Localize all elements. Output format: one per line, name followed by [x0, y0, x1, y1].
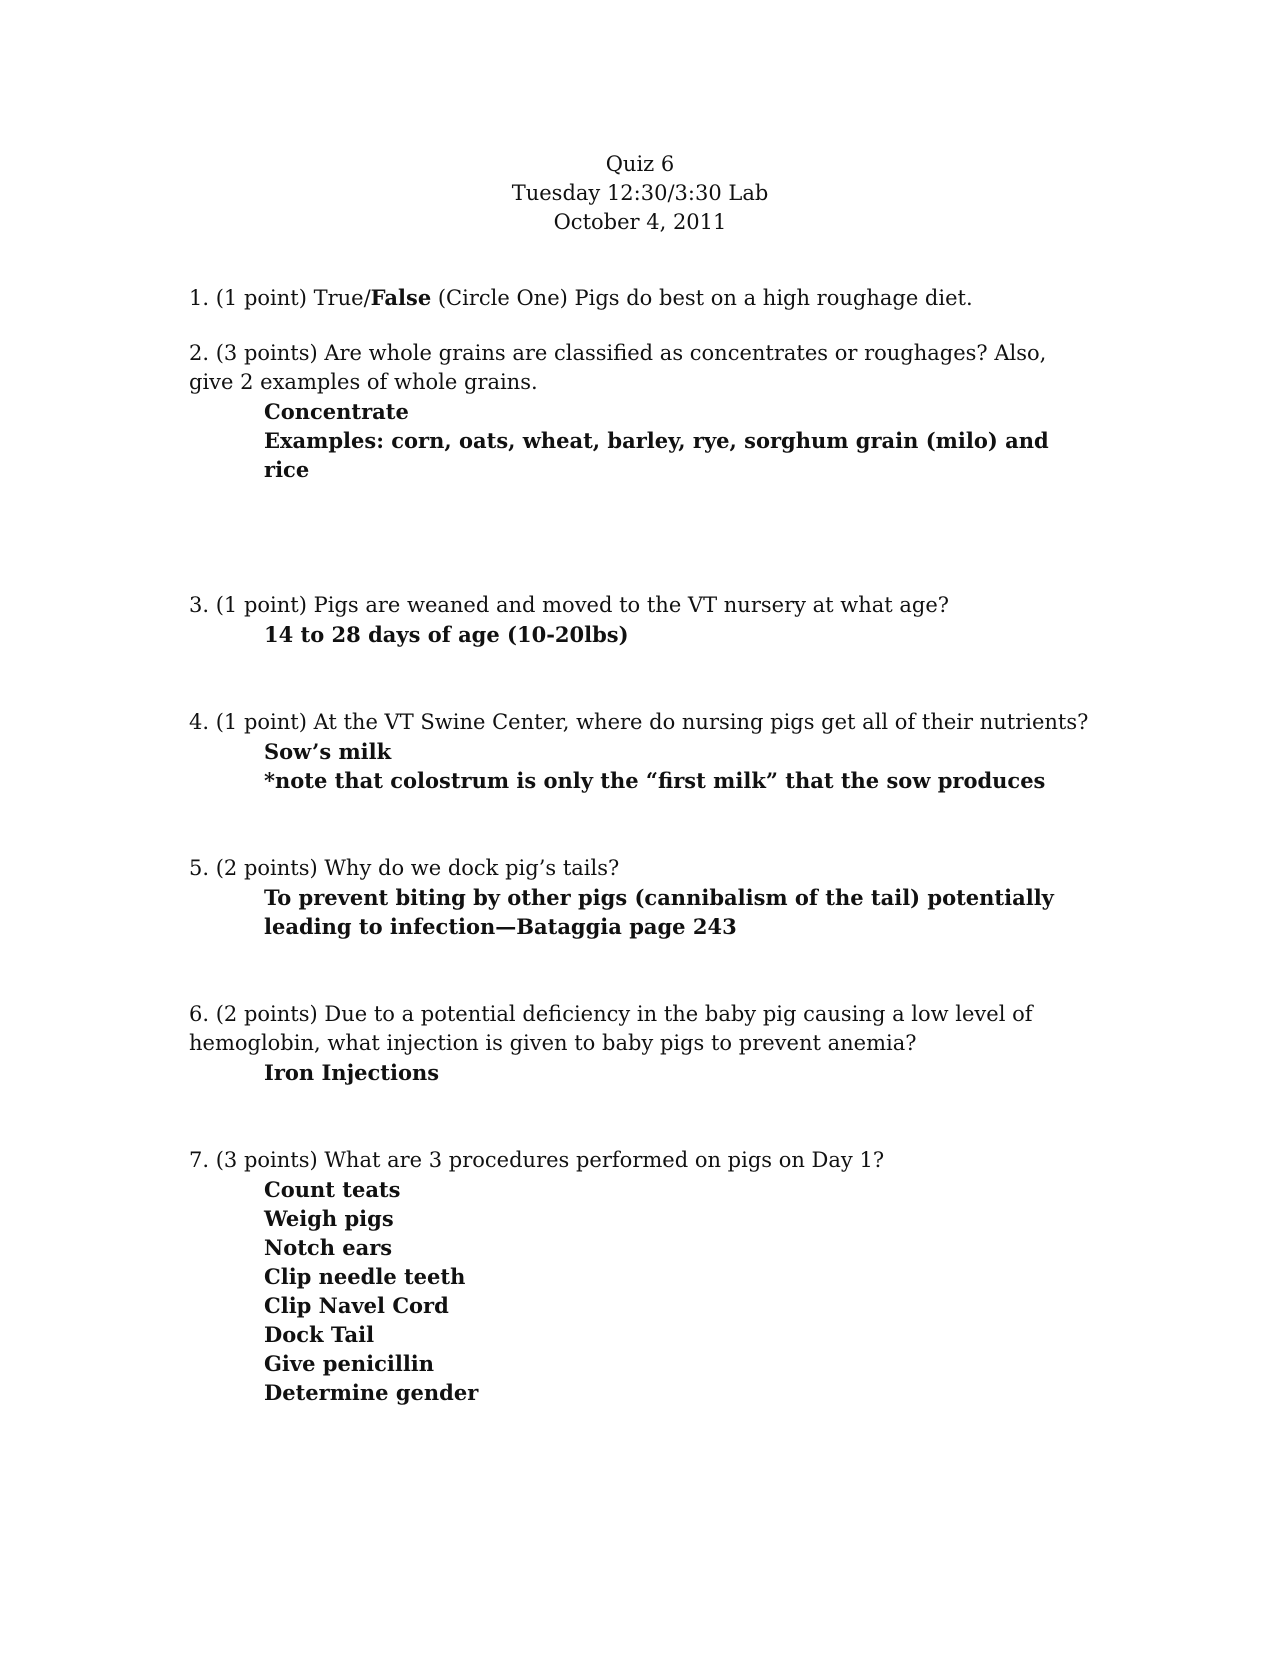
- quiz-title: Quiz 6: [605, 152, 675, 176]
- answer-line: *note that colostrum is only the “first milk” that the sow produces: [264, 768, 1046, 793]
- quiz-date: October 4, 2011: [553, 210, 727, 234]
- question-7-answers: [264, 1175, 1089, 1407]
- answer-line: Clip Navel Cord: [264, 1293, 449, 1318]
- question-6-text: 6. (2 points) Due to a potential deficiency in the baby pig causing a low level of hemoglobin, what injection is given to baby pigs to prevent anemia?: [189, 1002, 1033, 1055]
- question-4-text: 4. (1 point) At the VT Swine Center, where do nursing pigs get all of their nutrients?: [189, 710, 1089, 734]
- question-3: [189, 591, 1089, 649]
- answer-line: Iron Injections: [264, 1060, 440, 1085]
- answer-line: Notch ears: [264, 1235, 393, 1260]
- question-5-answers: [264, 883, 1089, 941]
- question-1-suffix: (Circle One) Pigs do best on a high roughage diet.: [431, 286, 973, 310]
- question-1-text: [189, 283, 1089, 313]
- question-2-text: 2. (3 points) Are whole grains are classified as concentrates or roughages? Also, give 2 examples of whole grains.: [189, 341, 1047, 394]
- answer-line: Concentrate: [264, 399, 409, 424]
- answer-line: Sow’s milk: [264, 739, 392, 764]
- question-6: [189, 1000, 1089, 1087]
- answer-line: Give penicillin: [264, 1351, 435, 1376]
- answer-line: Determine gender: [264, 1380, 479, 1405]
- question-2: [189, 339, 1089, 484]
- question-1: [189, 283, 1089, 313]
- question-1-answer: False: [370, 285, 432, 310]
- question-1-prefix: 1. (1 point) True/: [189, 286, 371, 310]
- question-4-answers: [264, 737, 1089, 795]
- question-7-text: 7. (3 points) What are 3 procedures performed on pigs on Day 1?: [189, 1148, 885, 1172]
- quiz-session: Tuesday 12:30/3:30 Lab: [511, 181, 769, 205]
- question-6-answers: [264, 1058, 1089, 1087]
- question-5: [189, 854, 1089, 941]
- question-7: [189, 1146, 1089, 1407]
- question-4: [189, 708, 1089, 795]
- answer-line: Count teats: [264, 1177, 401, 1202]
- question-5-text: 5. (2 points) Why do we dock pig’s tails?: [189, 856, 620, 880]
- question-3-answers: [264, 620, 1089, 649]
- answer-line: Weigh pigs: [264, 1206, 394, 1231]
- question-3-text: 3. (1 point) Pigs are weaned and moved to the VT nursery at what age?: [189, 593, 950, 617]
- quiz-header: [0, 150, 1280, 237]
- answer-line: Clip needle teeth: [264, 1264, 466, 1289]
- answer-line: To prevent biting by other pigs (cannibalism of the tail) potentially: [264, 885, 1054, 910]
- question-2-answers: [264, 397, 1089, 484]
- answer-line: Dock Tail: [264, 1322, 375, 1347]
- answer-line: Examples: corn, oats, wheat, barley, rye, sorghum grain (milo) and rice: [264, 428, 1049, 482]
- answer-line: leading to infection—Bataggia page 243: [264, 914, 737, 939]
- answer-line: 14 to 28 days of age (10-20lbs): [264, 622, 629, 647]
